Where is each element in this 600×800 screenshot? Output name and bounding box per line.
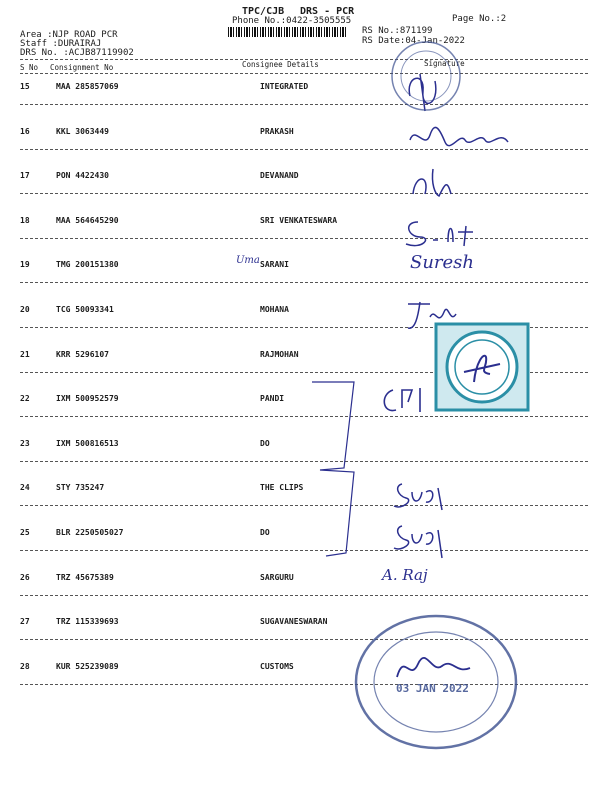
signature-row-26: A. Raj (382, 566, 428, 584)
drs-number: DRS No. :ACJB87119902 (20, 48, 134, 58)
row-consignment-number: MAA 285857069 (56, 82, 119, 91)
row-divider (20, 282, 588, 283)
row-consignment-number: STY 735247 (56, 483, 105, 492)
signature-row-19: Suresh (410, 252, 475, 273)
row-serial-number: 17 (20, 171, 30, 180)
page-number: Page No.:2 (452, 14, 507, 24)
row-divider (20, 595, 588, 596)
company-code: TPC/CJB (242, 6, 285, 17)
row-consignment-number: TCG 50093341 (56, 305, 114, 314)
row-serial-number: 20 (20, 305, 30, 314)
row-consignment-number: TMG 200151380 (56, 260, 119, 269)
row-serial-number: 18 (20, 216, 30, 225)
row-consignment-number: TRZ 45675389 (56, 573, 114, 582)
row-consignment-number: TRZ 115339693 (56, 617, 119, 626)
row-consignee: DO (260, 528, 270, 537)
signature-row-17 (405, 164, 465, 204)
col-s-no: S No (20, 63, 39, 72)
row-serial-number: 26 (20, 573, 30, 582)
signature-row-22 (378, 382, 438, 417)
row-serial-number: 19 (20, 260, 30, 269)
col-consignee-details: Consignee Details (242, 60, 319, 69)
row-consignee: MOHANA (260, 305, 289, 314)
handwritten-prefix: Uma (236, 255, 260, 266)
signature-row-24 (390, 474, 460, 514)
row-consignee: SARGURU (260, 573, 294, 582)
rs-number: RS No.:871199 (362, 26, 433, 36)
row-consignee: SARANI (260, 260, 289, 269)
col-signature: Signature (424, 59, 465, 68)
col-consignment-no: Consignment No (50, 63, 114, 72)
row-serial-number: 15 (20, 82, 30, 91)
row-consignee: RAJMOHAN (260, 350, 299, 359)
row-serial-number: 27 (20, 617, 30, 626)
row-serial-number: 16 (20, 127, 30, 136)
row-consignment-number: IXM 500816513 (56, 439, 119, 448)
row-divider (20, 238, 588, 239)
rs-date: RS Date:04-Jan-2022 (362, 36, 465, 46)
row-divider (20, 193, 588, 194)
row-serial-number: 21 (20, 350, 30, 359)
row-serial-number: 24 (20, 483, 30, 492)
row-consignment-number: BLR 2250505027 (56, 528, 124, 537)
row-consignee: CUSTOMS (260, 662, 294, 671)
header-divider-bottom (20, 73, 588, 74)
row-consignment-number: MAA 564645290 (56, 216, 119, 225)
row-consignee: INTEGRATED (260, 82, 309, 91)
row-consignment-number: KRR 5296107 (56, 350, 109, 359)
staff: Staff :DURAIRAJ (20, 39, 102, 49)
area: Area :NJP ROAD PCR (20, 30, 118, 40)
row-consignment-number: PON 4422430 (56, 171, 109, 180)
bracket-mark (300, 378, 370, 563)
row-consignee: DO (260, 439, 270, 448)
row-serial-number: 28 (20, 662, 30, 671)
drs-title: DRS - PCR (300, 6, 355, 17)
row-serial-number: 25 (20, 528, 30, 537)
company-seal-stamp-square (434, 322, 530, 412)
barcode (228, 27, 348, 37)
stamp-date: 03 JAN 2022 (396, 682, 469, 695)
signature-row-16 (405, 120, 515, 155)
row-serial-number: 22 (20, 394, 30, 403)
signature-row-18 (398, 212, 498, 252)
row-serial-number: 23 (20, 439, 30, 448)
signature-row-25 (388, 514, 458, 564)
row-consignment-number: IXM 500952579 (56, 394, 119, 403)
row-consignee: PANDI (260, 394, 285, 403)
row-divider (20, 104, 588, 105)
row-consignee: THE CLIPS (260, 483, 304, 492)
row-consignment-number: KKL 3063449 (56, 127, 109, 136)
row-consignee: SRI VENKATESWARA (260, 216, 338, 225)
row-consignee: PRAKASH (260, 127, 294, 136)
company-seal-stamp-top (388, 38, 464, 114)
row-consignee: DEVANAND (260, 171, 299, 180)
phone-number: Phone No.:0422-3505555 (232, 16, 352, 26)
row-consignee: SUGAVANESWARAN (260, 617, 328, 626)
row-consignment-number: KUR 525239089 (56, 662, 119, 671)
